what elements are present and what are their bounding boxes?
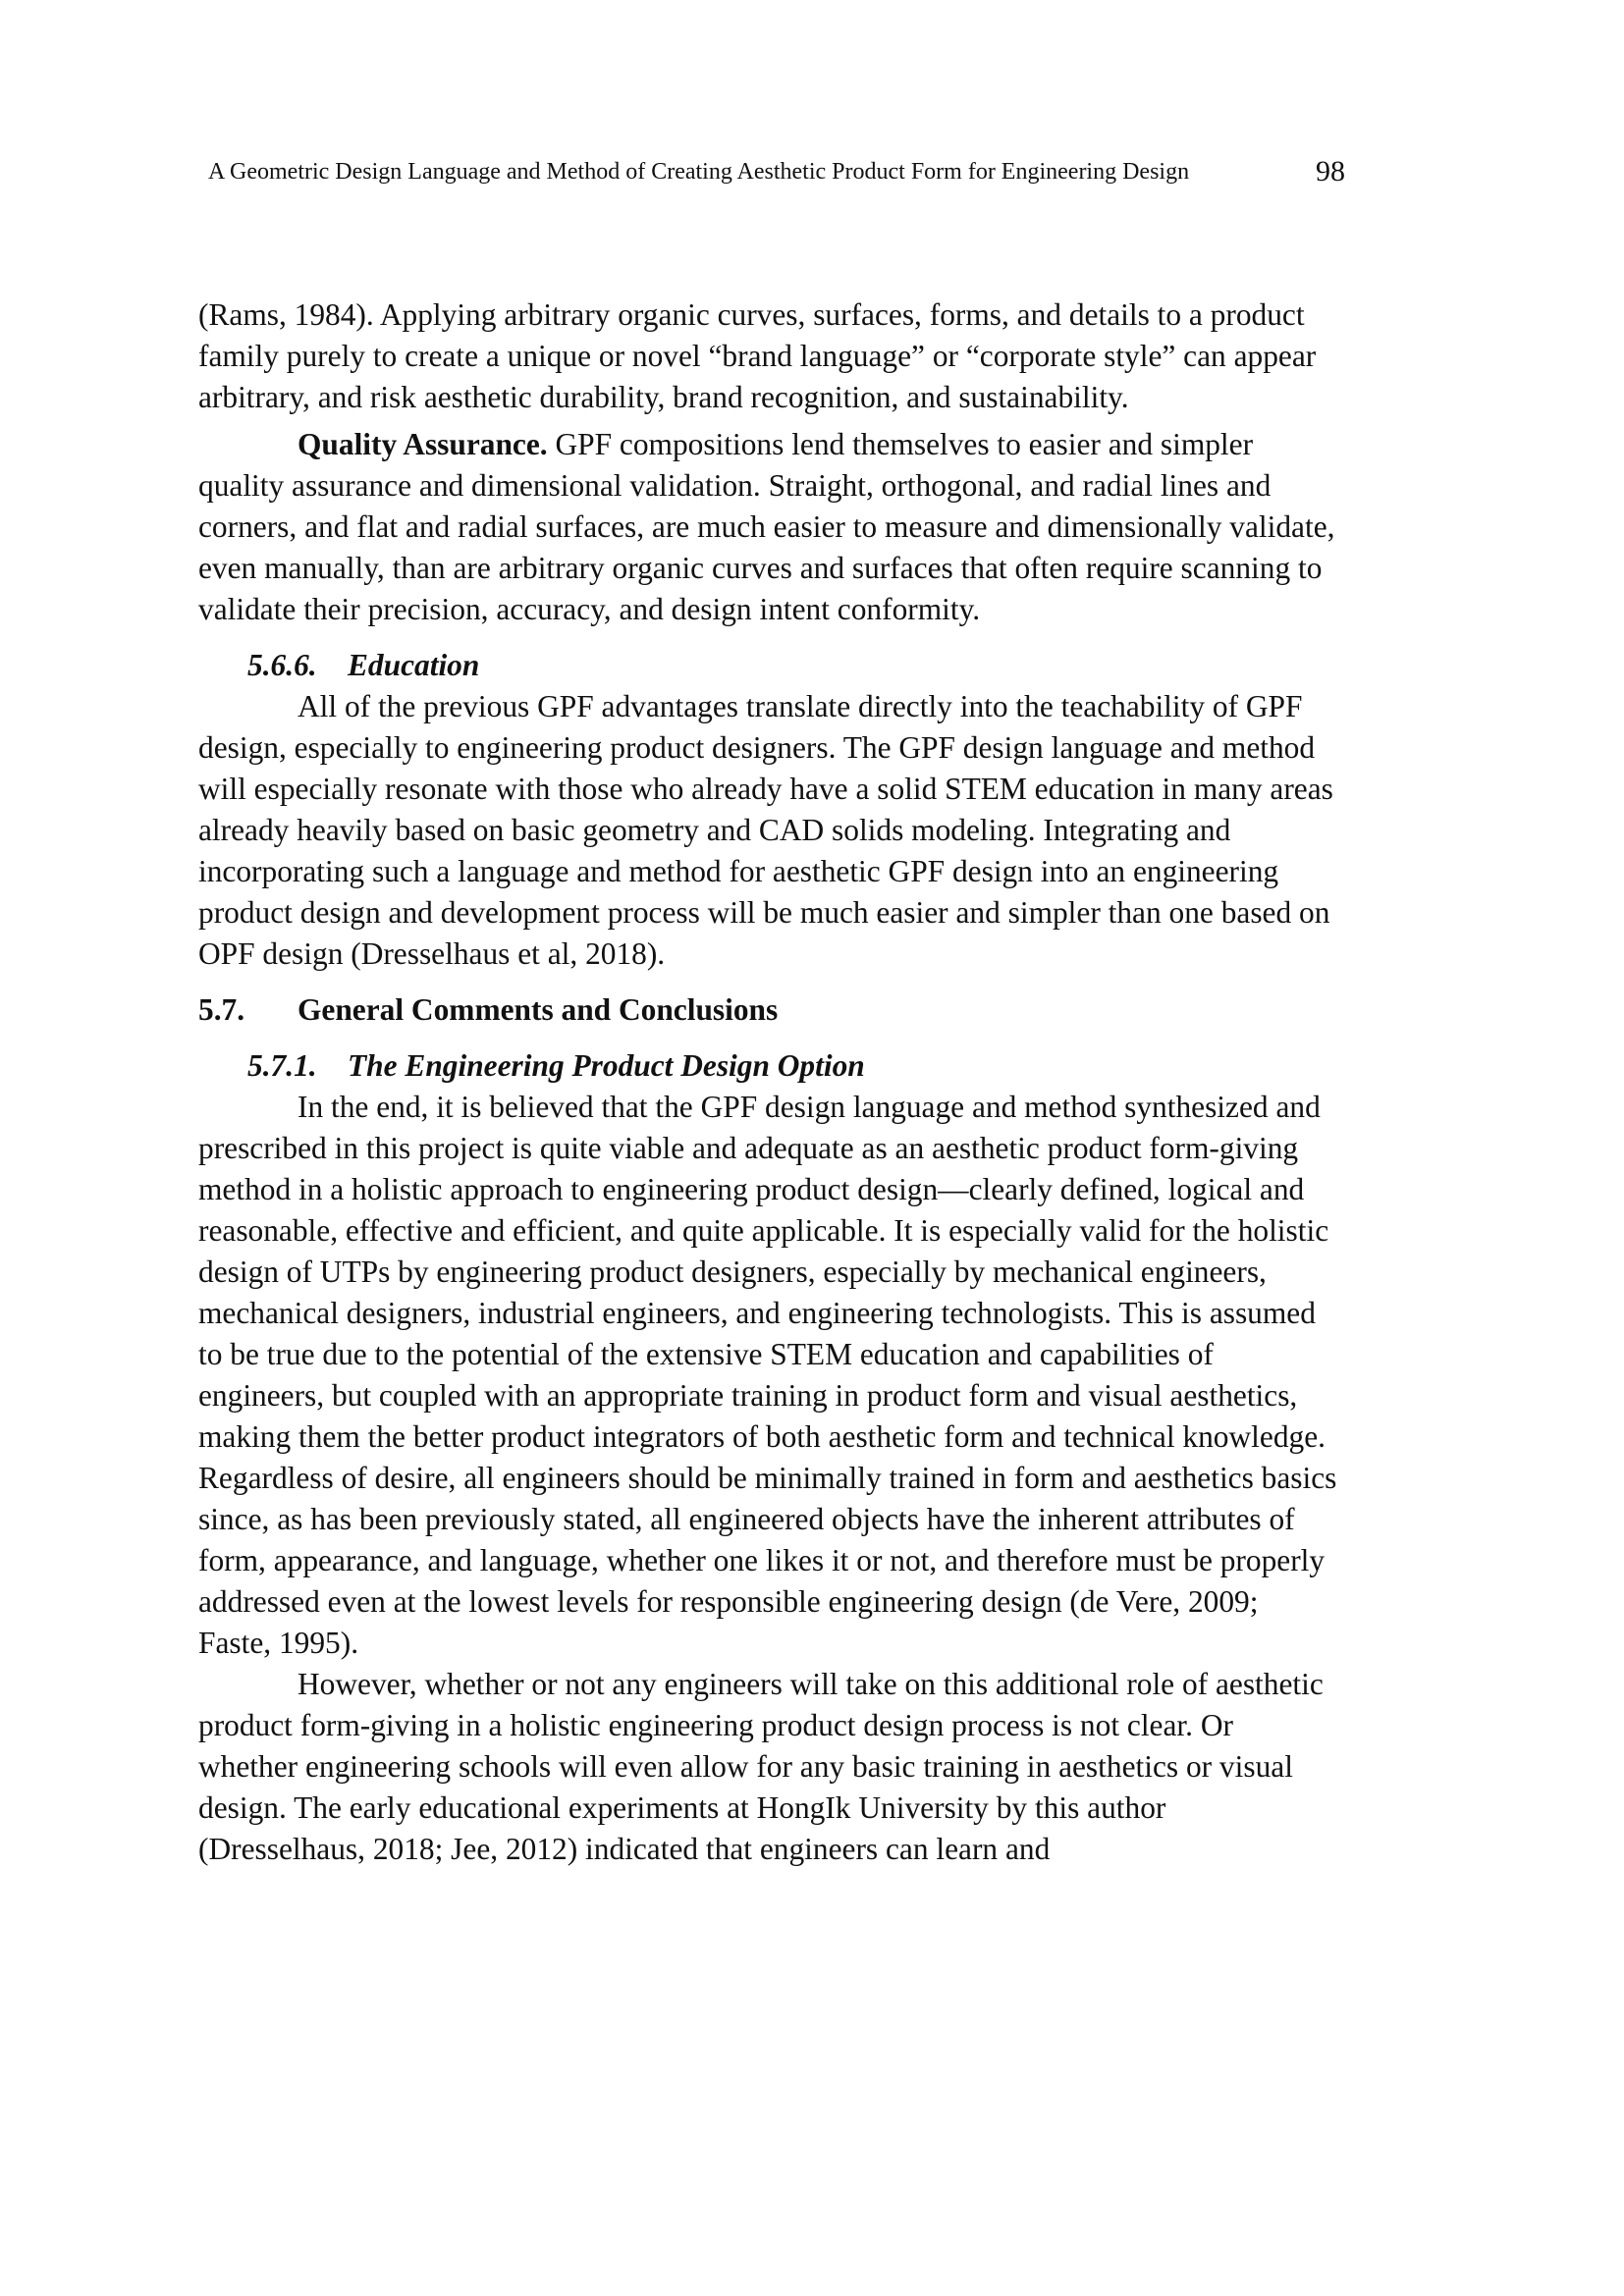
subsection-heading-engineering-option bbox=[198, 1045, 1337, 1087]
section-heading-general-comments bbox=[198, 989, 1337, 1031]
subsection-title: Education bbox=[348, 648, 480, 682]
section-number: 5.7. bbox=[198, 992, 245, 1027]
subsection-number: 5.7.1. bbox=[247, 1048, 317, 1083]
page-number: 98 bbox=[1316, 155, 1345, 187]
running-title: A Geometric Design Language and Method of Creating Aesthetic Product Form for Engineering Design bbox=[208, 159, 1190, 185]
paragraph-in-the-end: In the end, it is believed that the GPF design language and method synthesized and prescribed in this project is quite viable and adequate as an aesthetic product form-giving method in a holistic approach to engineering product design—clearly defined, logical and reasonable, effective and efficient, and quite applicable. It is especially valid for the holistic design of UTPs by engineering product designers, especially by mechanical engineers, mechanical designers, industrial engineers, and engineering technologists. This is assumed to be true due to the potential of the extensive STEM education and capabilities of engineers, but coupled with an appropriate training in product form and visual aesthetics, making them the better product integrators of both aesthetic form and technical knowledge. Regardless of desire, all engineers should be minimally trained in form and aesthetics basics since, as has been previously stated, all engineered objects have the inherent attributes of form, appearance, and language, whether one likes it or not, and therefore must be properly addressed even at the lowest levels for responsible engineering design (de Vere, 2009; Faste, 1995). bbox=[198, 1090, 1337, 1660]
paragraph-education: All of the previous GPF advantages translate directly into the teachability of GPF design, especially to engineering product designers. The GPF design language and method will especially resonate with those who already have a solid STEM education in many areas already heavily based on basic geometry and CAD solids modeling. Integrating and incorporating such a language and method for aesthetic GPF design into an engineering product design and development process will be much easier and simpler than one based on OPF design (Dresselhaus et al, 2018). bbox=[198, 689, 1333, 971]
subsection-title: The Engineering Product Design Option bbox=[348, 1048, 865, 1083]
page-header bbox=[208, 155, 1345, 194]
subsection-heading-education bbox=[198, 645, 1337, 686]
subsection-number: 5.6.6. bbox=[247, 648, 317, 682]
quality-assurance-text: GPF compositions lend themselves to easier and simpler quality assurance and dimensional validation. Straight, orthogonal, and radial lines and corners, and flat and radial surfaces, are much easier to measure and dimensionally validate, even manually, than are arbitrary organic curves and surfaces that often require scanning to validate their precision, accuracy, and design intent conformity. bbox=[198, 427, 1335, 626]
paragraph-rams: (Rams, 1984). Applying arbitrary organic curves, surfaces, forms, and details to a product family purely to create a unique or novel “brand language” or “corporate style” can appear arbitrary, and risk aesthetic durability, brand recognition, and sustainability. bbox=[198, 297, 1317, 414]
paragraph-quality-assurance bbox=[198, 424, 1337, 630]
run-in-heading-quality-assurance: Quality Assurance. bbox=[298, 427, 548, 461]
body-text bbox=[198, 294, 1337, 1870]
section-title: General Comments and Conclusions bbox=[298, 992, 779, 1027]
paragraph-however: However, whether or not any engineers will take on this additional role of aesthetic product form-giving in a holistic engineering product design process is not clear. Or whether engineering schools will even allow for any basic training in aesthetics or visual design. The early educational experiments at HongIk University by this author (Dresselhaus, 2018; Jee, 2012) indicated that engineers can learn and bbox=[198, 1667, 1324, 1866]
